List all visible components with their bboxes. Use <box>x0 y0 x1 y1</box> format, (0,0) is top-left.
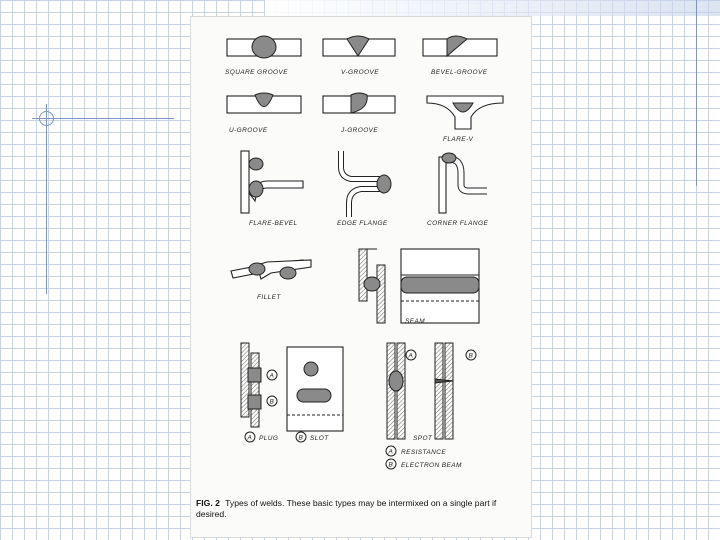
j-groove-weld <box>323 93 395 113</box>
v-groove-weld <box>323 36 395 56</box>
marker-b-plug: B <box>269 398 275 406</box>
u-groove-weld <box>227 93 301 113</box>
label-corner-flange: CORNER FLANGE <box>427 220 489 227</box>
flare-v-weld <box>427 96 503 129</box>
fillet-weld <box>231 260 311 279</box>
marker-b-spot: B <box>468 352 474 360</box>
label-v-groove: V-GROOVE <box>341 69 379 76</box>
edge-flange-weld <box>341 151 391 217</box>
label-resistance: RESISTANCE <box>401 449 447 456</box>
marker-b-electron-beam: B <box>388 461 394 469</box>
label-flare-bevel: FLARE-BEVEL <box>249 220 298 227</box>
marker-a-spot: A <box>408 352 414 360</box>
label-edge-flange: EDGE FLANGE <box>337 220 388 227</box>
scanned-figure-page <box>190 16 532 538</box>
marker-b-legend: B <box>298 434 304 442</box>
label-spot: SPOT <box>413 435 433 442</box>
figure-number: FIG. 2 <box>196 498 220 508</box>
figure-caption-text: Types of welds. These basic types may be intermixed on a single part if desired. <box>196 498 497 519</box>
label-plug: PLUG <box>259 435 279 442</box>
slot-weld <box>287 347 343 431</box>
marker-a-plug: A <box>269 372 275 380</box>
flare-bevel-weld <box>241 151 303 213</box>
label-j-groove: J-GROOVE <box>341 127 379 134</box>
seam-weld <box>359 249 479 323</box>
marker-a-resistance: A <box>388 448 394 456</box>
label-square-groove: SQUARE GROOVE <box>225 69 288 76</box>
plug-weld <box>241 343 277 427</box>
label-fillet: FILLET <box>257 294 281 301</box>
marker-a-legend: A <box>247 434 253 442</box>
square-groove-weld <box>227 36 301 58</box>
corner-flange-weld <box>439 153 487 213</box>
bevel-groove-weld <box>423 36 497 56</box>
label-flare-v: FLARE-V <box>443 136 474 143</box>
decorative-circle <box>39 111 54 126</box>
decorative-vertical-line-right <box>696 0 697 186</box>
label-slot: SLOT <box>310 435 329 442</box>
top-shade-band <box>265 0 720 16</box>
label-electron-beam: ELECTRON BEAM <box>401 462 462 469</box>
label-bevel-groove: BEVEL-GROOVE <box>431 69 488 76</box>
label-u-groove: U-GROOVE <box>229 127 268 134</box>
weld-types-diagram <box>191 17 531 495</box>
decorative-vertical-line-left <box>46 104 47 294</box>
label-seam: SEAM <box>405 318 426 325</box>
figure-caption <box>196 498 526 520</box>
spot-weld <box>387 343 476 439</box>
